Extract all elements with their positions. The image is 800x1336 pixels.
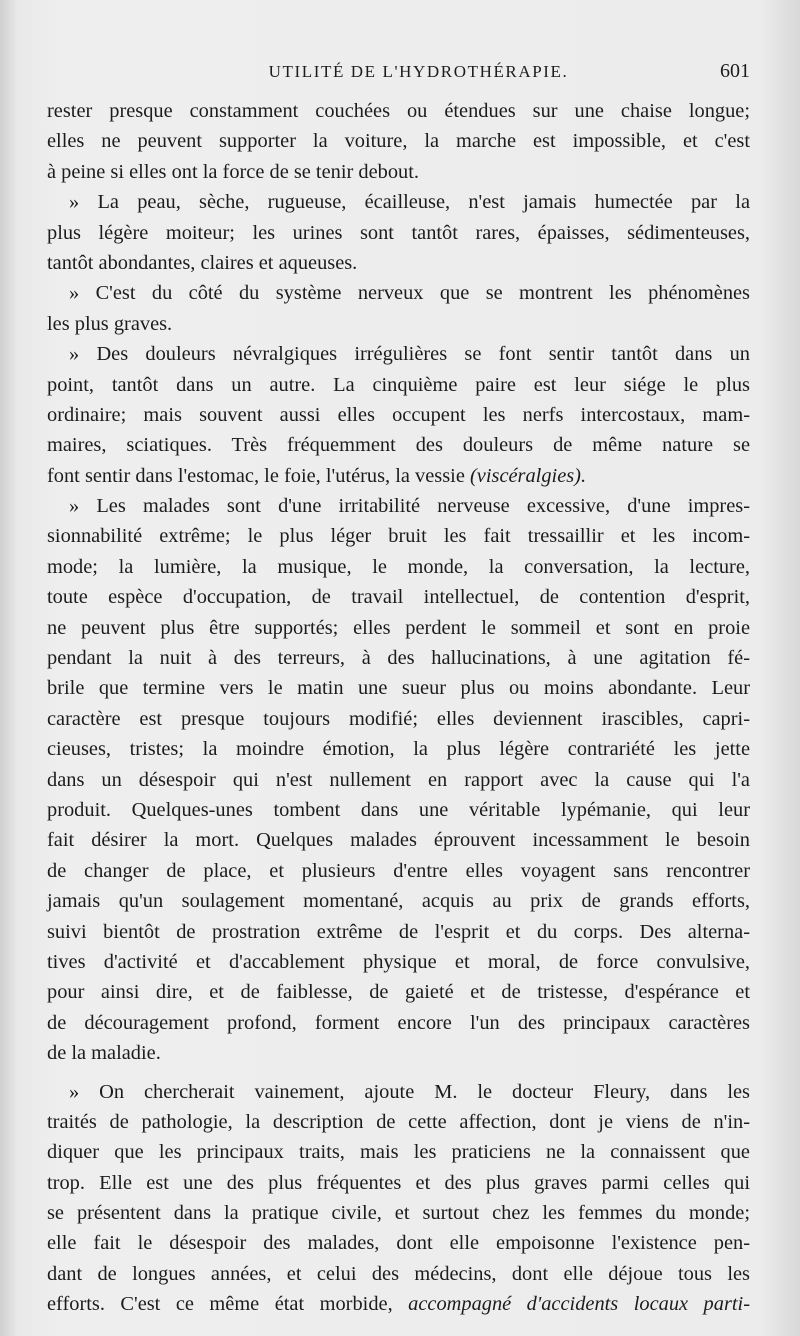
text-line bbox=[47, 917, 750, 947]
text-line bbox=[47, 977, 750, 1007]
text-line bbox=[47, 1259, 750, 1289]
line-text: efforts. C'est ce même état morbide, bbox=[47, 1293, 393, 1316]
text-line bbox=[47, 582, 750, 612]
text-line bbox=[47, 613, 750, 643]
text-line bbox=[47, 278, 750, 308]
text-line bbox=[47, 491, 750, 521]
text-line bbox=[47, 1228, 750, 1258]
line-text: pendant la nuit à des terreurs, à des hallucinations, à une agitation fé- bbox=[47, 647, 750, 670]
text-line bbox=[47, 734, 750, 764]
line-text: tantôt abondantes, claires et aqueuses. bbox=[47, 251, 358, 274]
text-line bbox=[47, 1168, 750, 1198]
text-line bbox=[47, 248, 750, 278]
text-line bbox=[47, 187, 750, 217]
paragraph bbox=[47, 187, 750, 278]
paragraph bbox=[47, 1077, 750, 1320]
paragraph bbox=[47, 96, 750, 187]
line-text: diquer que les principaux traits, mais les praticiens ne la connaissent que bbox=[47, 1141, 750, 1164]
line-text: se présentent dans la pratique civile, et surtout chez les femmes du monde; bbox=[47, 1202, 750, 1225]
text-line bbox=[47, 947, 750, 977]
text-line bbox=[47, 704, 750, 734]
text-line bbox=[47, 886, 750, 916]
text-line bbox=[47, 218, 750, 248]
line-text: de découragement profond, forment encore l'un des principaux caractères bbox=[47, 1011, 750, 1034]
text-line bbox=[47, 126, 750, 156]
line-text: les plus graves. bbox=[47, 312, 173, 335]
line-text: cieuses, tristes; la moindre émotion, la plus légère contrariété les jette bbox=[47, 738, 750, 761]
line-text: maires, sciatiques. Très fréquemment des douleurs de même nature se bbox=[47, 434, 750, 457]
line-text: brile que termine vers le matin une sueur plus ou moins abondante. Leur bbox=[47, 677, 750, 700]
line-text: » Des douleurs névralgiques irrégulières se font sentir tantôt dans un bbox=[69, 343, 750, 366]
line-text: tives d'activité et d'accablement physique et moral, de force convulsive, bbox=[47, 950, 750, 973]
line-text: suivi bientôt de prostration extrême de l'esprit et du corps. Des alterna- bbox=[47, 920, 750, 943]
line-text: font sentir dans l'estomac, le foie, l'utérus, la vessie bbox=[47, 464, 465, 487]
body-text bbox=[47, 96, 750, 1320]
text-line bbox=[47, 400, 750, 430]
text-line bbox=[47, 673, 750, 703]
line-text: » C'est du côté du système nerveux que se montrent les phénomènes bbox=[69, 282, 750, 305]
line-text: de changer de place, et plusieurs d'entre elles voyagent sans rencontrer bbox=[47, 859, 750, 882]
line-text: mode; la lumière, la musique, le monde, la conversation, la lecture, bbox=[47, 555, 750, 578]
line-text: » La peau, sèche, rugueuse, écailleuse, n'est jamais humectée par la bbox=[69, 191, 750, 214]
italic-text: (viscéralgies). bbox=[470, 464, 587, 487]
text-line bbox=[47, 309, 750, 339]
text-line bbox=[47, 370, 750, 400]
line-text: plus légère moiteur; les urines sont tantôt rares, épaisses, sédimenteuses, bbox=[47, 221, 750, 244]
line-text: rester presque constamment couchées ou étendues sur une chaise longue; bbox=[47, 100, 750, 122]
text-line bbox=[47, 1137, 750, 1167]
running-title: UTILITÉ DE L'HYDROTHÉRAPIE. bbox=[268, 62, 569, 81]
line-text: toute espèce d'occupation, de travail intellectuel, de contention d'esprit, bbox=[47, 586, 750, 609]
text-line bbox=[47, 552, 750, 582]
line-text: » On chercherait vainement, ajoute M. le docteur Fleury, dans les bbox=[69, 1080, 750, 1103]
line-text: » Les malades sont d'une irritabilité nerveuse excessive, d'une impres- bbox=[69, 495, 750, 518]
line-text: sionnabilité extrême; le plus léger bruit les fait tressaillir et les incom- bbox=[47, 525, 750, 548]
text-line bbox=[47, 856, 750, 886]
line-text: pour ainsi dire, et de faiblesse, de gaieté et de tristesse, d'espérance et bbox=[47, 981, 750, 1004]
paragraph bbox=[47, 339, 750, 491]
text-line bbox=[47, 825, 750, 855]
line-text: dant de longues années, et celui des médecins, dont elle déjoue tous les bbox=[47, 1262, 750, 1285]
text-line bbox=[47, 521, 750, 551]
text-line bbox=[47, 461, 750, 491]
line-text: point, tantôt dans un autre. La cinquième paire est leur siége le plus bbox=[47, 373, 750, 396]
paragraph-gap bbox=[47, 1069, 750, 1077]
line-text: traités de pathologie, la description de cette affection, dont je viens de n'in- bbox=[47, 1110, 750, 1133]
line-text: ne peuvent plus être supportés; elles perdent le sommeil et sont en proie bbox=[47, 616, 750, 639]
line-text: ordinaire; mais souvent aussi elles occupent les nerfs intercostaux, mam- bbox=[47, 403, 750, 426]
line-text: dans un désespoir qui n'est nullement en rapport avec la cause qui l'a bbox=[47, 768, 750, 791]
line-text: à peine si elles ont la force de se tenir debout. bbox=[47, 160, 419, 183]
text-line bbox=[47, 96, 750, 126]
italic-text: accompagné d'accidents locaux parti- bbox=[408, 1293, 750, 1316]
text-line bbox=[47, 430, 750, 460]
page-header bbox=[47, 62, 750, 90]
line-text: produit. Quelques-unes tombent dans une véritable lypémanie, qui leur bbox=[47, 798, 750, 821]
paragraph bbox=[47, 278, 750, 339]
text-line bbox=[47, 795, 750, 825]
text-line bbox=[47, 1289, 750, 1319]
text-line bbox=[47, 1008, 750, 1038]
text-line bbox=[47, 1107, 750, 1137]
text-line bbox=[47, 157, 750, 187]
text-line bbox=[47, 1198, 750, 1228]
text-line bbox=[47, 1038, 750, 1068]
text-line bbox=[47, 643, 750, 673]
text-line bbox=[47, 765, 750, 795]
text-line bbox=[47, 339, 750, 369]
line-text: elles ne peuvent supporter la voiture, la marche est impossible, et c'est bbox=[47, 130, 750, 153]
line-text: trop. Elle est une des plus fréquentes et des plus graves parmi celles qui bbox=[47, 1171, 750, 1194]
line-text: de la maladie. bbox=[47, 1042, 161, 1065]
line-text: caractère est presque toujours modifié; elles deviennent irascibles, capri- bbox=[47, 707, 750, 730]
line-text: fait désirer la mort. Quelques malades éprouvent incessamment le besoin bbox=[47, 829, 750, 852]
line-text: jamais qu'un soulagement momentané, acquis au prix de grands efforts, bbox=[47, 890, 750, 913]
paragraph bbox=[47, 491, 750, 1068]
line-text: elle fait le désespoir des malades, dont elle empoisonne l'existence pen- bbox=[47, 1232, 750, 1255]
page-number: 601 bbox=[720, 60, 750, 82]
text-line bbox=[47, 1077, 750, 1107]
